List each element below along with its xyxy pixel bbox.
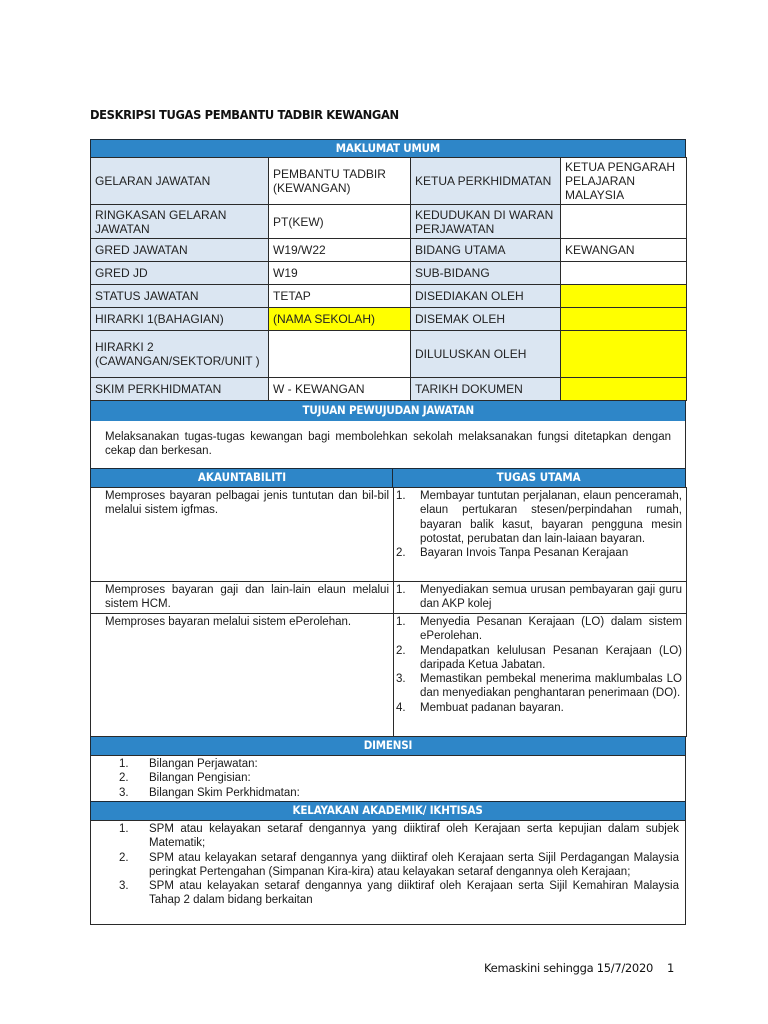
task-item: 3. Memastikan pembekal menerima maklumbalas LO dan menyediakan penghantaran penerimaan (DO).: [396, 673, 682, 700]
info-row: [91, 262, 687, 285]
info-label: HIRARKI 2 (CAWANGAN/SEKTOR/UNIT ): [91, 331, 269, 378]
info-row: [91, 158, 687, 205]
qualification-item: 1. SPM atau kelayakan setaraf dengannya yang diiktiraf oleh Kerajaan serta kepujian dalam subjek Matematik;: [119, 823, 679, 850]
info-value-highlighted: (NAMA SEKOLAH): [269, 308, 411, 331]
accountability-row: [91, 582, 687, 614]
dimension-item: 3. Bilangan Skim Perkhidmatan:: [119, 786, 300, 799]
info-row: [91, 205, 687, 239]
task-list: [396, 583, 682, 612]
info-value: TETAP: [269, 285, 411, 308]
info-label: DISEMAK OLEH: [411, 308, 561, 331]
info-label: HIRARKI 1(BAHAGIAN): [91, 308, 269, 331]
info-value-highlighted: [561, 331, 687, 378]
info-label: GRED JAWATAN: [91, 239, 269, 262]
info-value: [561, 205, 687, 239]
tasks-cell: [394, 488, 687, 582]
purpose-text-box: [90, 421, 686, 468]
info-label: SUB-BIDANG: [411, 262, 561, 285]
task-item: 2. Bayaran Invois Tanpa Pesanan Kerajaan: [396, 547, 629, 560]
qualification-item: 3. SPM atau kelayakan setaraf dengannya yang diiktiraf oleh Kerajaan serta Sijil Kemahiran Malaysia Tahap 2 dalam bidang berkaitan: [119, 880, 679, 907]
page-footer: [484, 961, 674, 975]
info-value: [269, 331, 411, 378]
qualification-list: [119, 822, 681, 908]
dimension-item: 1. Bilangan Perjawatan:: [119, 758, 258, 770]
last-updated-text: Kemaskini sehingga 15/7/2020: [484, 961, 653, 975]
dimension-list-box: [90, 755, 686, 801]
job-description-form: [90, 139, 686, 925]
info-label: GELARAN JAWATAN: [91, 158, 269, 205]
dimension-item: 2. Bilangan Pengisian:: [119, 772, 251, 785]
info-value: W - KEWANGAN: [269, 378, 411, 401]
qualification-list-box: [90, 820, 686, 925]
info-value-highlighted: [561, 308, 687, 331]
general-info-table: [90, 157, 687, 401]
info-value: W19/W22: [269, 239, 411, 262]
accountability-table: [90, 487, 687, 737]
info-value: [561, 262, 687, 285]
dimension-list: [119, 757, 681, 800]
info-label: KETUA PERKHIDMATAN: [411, 158, 561, 205]
info-value: KEWANGAN: [561, 239, 687, 262]
info-label: KEDUDUKAN DI WARAN PERJAWATAN: [411, 205, 561, 239]
info-value: W19: [269, 262, 411, 285]
info-label: BIDANG UTAMA: [411, 239, 561, 262]
info-row: [91, 378, 687, 401]
info-value: KETUA PENGARAH PELAJARAN MALAYSIA: [561, 158, 687, 205]
info-value: PT(KEW): [269, 205, 411, 239]
task-list: [396, 615, 682, 715]
task-item: 2. Mendapatkan kelulusan Pesanan Kerajaan (LO) daripada Ketua Jabatan.: [396, 644, 682, 671]
column-header-akauntabiliti: AKAUNTABILITI: [90, 468, 393, 487]
info-row: [91, 331, 687, 378]
accountability-header-row: [90, 468, 686, 487]
task-item: 1. Membayar tuntutan perjalanan, elaun penceramah, elaun pertukaran stesen/perpindahan rumah, bayaran balik kasut, bayaran pengguna mesin potostat, perubatan dan lain-laiaan bayaran.: [396, 490, 682, 545]
tasks-cell: [394, 614, 687, 737]
purpose-text: Melaksanakan tugas-tugas kewangan bagi membolehkan sekolah melaksanakan fungsi ditetapkan dengan cekap dan berkesan.: [105, 431, 671, 457]
task-list: [396, 489, 682, 560]
column-header-tugas-utama: TUGAS UTAMA: [393, 468, 686, 487]
info-row: [91, 308, 687, 331]
info-label: GRED JD: [91, 262, 269, 285]
task-item: 1. Menyedia Pesanan Kerajaan (LO) dalam sistem ePerolehan.: [396, 616, 682, 643]
section-header-maklumat-umum: MAKLUMAT UMUM: [90, 139, 686, 157]
tasks-cell: [394, 582, 687, 614]
info-label: SKIM PERKHIDMATAN: [91, 378, 269, 401]
info-value-highlighted: [561, 285, 687, 308]
accountability-text: Memproses bayaran melalui sistem ePerolehan.: [91, 614, 394, 737]
info-label: RINGKASAN GELARAN JAWATAN: [91, 205, 269, 239]
accountability-row: [91, 614, 687, 737]
info-value: PEMBANTU TADBIR (KEWANGAN): [269, 158, 411, 205]
page-number: 1: [667, 961, 675, 975]
info-label: DISEDIAKAN OLEH: [411, 285, 561, 308]
accountability-text: Memproses bayaran pelbagai jenis tuntutan dan bil-bil melalui sistem igfmas.: [91, 488, 394, 582]
section-header-kelayakan: KELAYAKAN AKADEMIK/ IKHTISAS: [90, 801, 686, 820]
info-value-highlighted: [561, 378, 687, 401]
info-label: DILULUSKAN OLEH: [411, 331, 561, 378]
task-item: 1. Menyediakan semua urusan pembayaran gaji guru dan AKP kolej: [396, 584, 682, 611]
accountability-row: [91, 488, 687, 582]
task-item: 4. Membuat padanan bayaran.: [396, 701, 564, 714]
info-row: [91, 285, 687, 308]
section-header-tujuan: TUJUAN PEWUJUDAN JAWATAN: [90, 401, 686, 421]
info-row: [91, 239, 687, 262]
section-header-dimensi: DIMENSI: [90, 737, 686, 755]
document-title: DESKRIPSI TUGAS PEMBANTU TADBIR KEWANGAN: [90, 107, 399, 122]
info-label: STATUS JAWATAN: [91, 285, 269, 308]
info-label: TARIKH DOKUMEN: [411, 378, 561, 401]
accountability-text: Memproses bayaran gaji dan lain-lain elaun melalui sistem HCM.: [91, 582, 394, 614]
qualification-item: 2. SPM atau kelayakan setaraf dengannya yang diiktiraf oleh Kerajaan serta Sijil Perdagangan Malaysia peringkat Pertengahan (Simpanan Kira-kira) atau kelayakan setaraf dengannya oleh Kerajaan;: [119, 851, 679, 878]
